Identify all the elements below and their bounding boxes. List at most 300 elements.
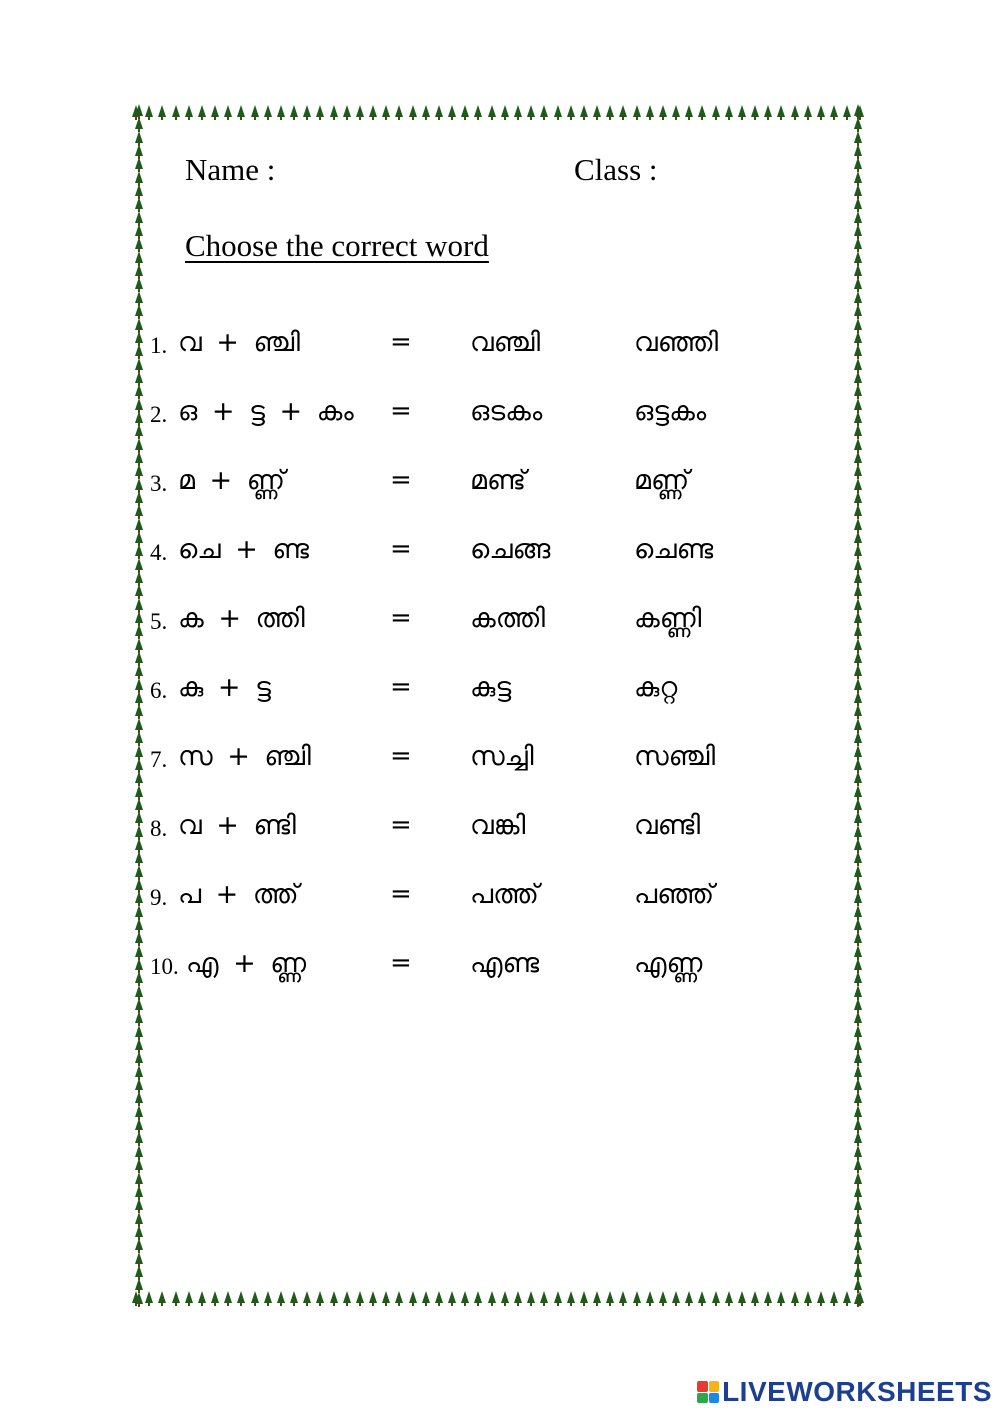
question-number: 1. [150, 333, 168, 358]
option-one[interactable]: പത്ത് [470, 879, 539, 910]
name-label: Name : [185, 152, 276, 187]
tree-icon [135, 798, 143, 810]
tree-icon [854, 664, 862, 676]
question-parts: സ + ഞ്ചി [178, 741, 311, 772]
tree-icon [854, 264, 862, 276]
option-one[interactable]: കുട്ട [470, 672, 512, 703]
option-one[interactable]: എണ്ട [470, 948, 540, 979]
tree-icon [567, 105, 575, 117]
tree-icon [854, 798, 862, 810]
tree-icon [135, 1212, 143, 1224]
tree-icon [211, 1291, 219, 1303]
tree-icon [422, 1291, 430, 1303]
tree-icon [854, 1131, 862, 1143]
tree-icon [135, 1292, 143, 1304]
tree-icon [135, 958, 143, 970]
tree-icon [382, 105, 390, 117]
option-two[interactable]: സഞ്ചി [634, 741, 716, 772]
tree-icon [854, 638, 862, 650]
tree-icon [854, 1078, 862, 1090]
question-row [150, 672, 790, 722]
question-number: 10. [150, 954, 179, 979]
tree-icon [251, 1291, 259, 1303]
tree-icon [554, 1291, 562, 1303]
tree-icon [854, 611, 862, 623]
tree-icon [135, 838, 143, 850]
tree-icon [854, 1158, 862, 1170]
tree-icon [369, 1291, 377, 1303]
tree-icon [135, 344, 143, 356]
tree-icon [145, 1291, 153, 1303]
tree-icon [854, 771, 862, 783]
tree-icon [854, 905, 862, 917]
question-parts: വ + ഞ്ചി [178, 327, 300, 358]
tree-icon [854, 878, 862, 890]
tree-icon [135, 157, 143, 169]
equals-sign: = [390, 327, 412, 357]
option-one[interactable]: വങ്കി [470, 810, 526, 841]
tree-icon [854, 931, 862, 943]
question-parts: എ + ണ്ണ [186, 948, 307, 979]
option-one[interactable]: ഒടകം [470, 396, 543, 427]
tree-icon [646, 1291, 654, 1303]
tree-icon [854, 331, 862, 343]
tree-icon [135, 1105, 143, 1117]
option-two[interactable]: മണ്ണ് [634, 465, 690, 496]
tree-icon [135, 1091, 143, 1103]
tree-icon [593, 1291, 601, 1303]
tree-icon [854, 1265, 862, 1277]
tree-icon [135, 584, 143, 596]
tree-icon [791, 105, 799, 117]
question-row [150, 879, 790, 929]
tree-icon [343, 1291, 351, 1303]
option-one[interactable]: സച്ചി [470, 741, 534, 772]
option-two[interactable]: ഒട്ടകം [634, 396, 707, 427]
border-right [851, 104, 865, 1304]
tree-icon [488, 1291, 496, 1303]
tree-icon [606, 1291, 614, 1303]
tree-icon [185, 105, 193, 117]
tree-icon [854, 197, 862, 209]
tree-icon [854, 1278, 862, 1290]
option-two[interactable]: പഞ്ഞ് [634, 879, 715, 910]
tree-icon [135, 558, 143, 570]
tree-icon [777, 1291, 785, 1303]
tree-icon [791, 1291, 799, 1303]
tree-icon [854, 1212, 862, 1224]
tree-icon [135, 1185, 143, 1197]
tree-icon [135, 304, 143, 316]
tree-icon [854, 838, 862, 850]
tree-icon [237, 105, 245, 117]
tree-icon [854, 251, 862, 263]
tree-icon [854, 1198, 862, 1210]
question-number: 8. [150, 816, 168, 841]
tree-icon [145, 105, 153, 117]
tree-icon [854, 891, 862, 903]
tree-icon [738, 1291, 746, 1303]
tree-icon [135, 171, 143, 183]
tree-icon [135, 771, 143, 783]
tree-icon [854, 1091, 862, 1103]
border-bottom [132, 1290, 865, 1304]
tree-icon [435, 1291, 443, 1303]
tree-icon [527, 105, 535, 117]
tree-icon [830, 1291, 838, 1303]
tree-icon [135, 1225, 143, 1237]
option-two[interactable]: ചെണ്ട [634, 534, 714, 565]
tree-icon [409, 105, 417, 117]
question-row [150, 534, 790, 584]
tree-icon [135, 891, 143, 903]
border-top [132, 104, 865, 118]
tree-icon [854, 745, 862, 757]
tree-icon [435, 105, 443, 117]
tree-icon [854, 144, 862, 156]
tree-icon [135, 224, 143, 236]
tree-icon [501, 105, 509, 117]
tree-icon [135, 1158, 143, 1170]
tree-icon [854, 1038, 862, 1050]
tree-icon [135, 531, 143, 543]
tree-icon [854, 1292, 862, 1304]
tree-icon [135, 438, 143, 450]
instructions-heading: Choose the correct word [185, 228, 489, 263]
tree-icon [135, 384, 143, 396]
tree-icon [854, 478, 862, 490]
tree-icon [135, 144, 143, 156]
tree-icon [316, 1291, 324, 1303]
tree-icon [135, 985, 143, 997]
tree-icon [135, 1131, 143, 1143]
tree-icon [237, 1291, 245, 1303]
tree-icon [135, 184, 143, 196]
tree-icon [135, 611, 143, 623]
option-two[interactable]: കണ്ണി [634, 603, 702, 634]
tree-icon [854, 704, 862, 716]
tree-icon [369, 105, 377, 117]
tree-icon [854, 438, 862, 450]
equals-sign: = [390, 948, 412, 978]
tree-icon [303, 105, 311, 117]
tree-icon [854, 184, 862, 196]
tree-icon [854, 851, 862, 863]
tree-icon [514, 1291, 522, 1303]
tree-icon [854, 718, 862, 730]
equals-sign: = [390, 396, 412, 426]
tree-icon [448, 1291, 456, 1303]
tree-icon [461, 1291, 469, 1303]
tree-icon [580, 1291, 588, 1303]
tree-icon [474, 105, 482, 117]
tree-icon [659, 105, 667, 117]
tree-icon [409, 1291, 417, 1303]
tree-icon [488, 105, 496, 117]
logo-text: LIVEWORKSHEETS [722, 1376, 992, 1407]
tree-icon [854, 304, 862, 316]
tree-icon [135, 331, 143, 343]
tree-icon [501, 1291, 509, 1303]
tree-icon [854, 398, 862, 410]
tree-icon [854, 1172, 862, 1184]
tree-icon [712, 1291, 720, 1303]
tree-icon [185, 1291, 193, 1303]
equals-sign: = [390, 603, 412, 633]
tree-icon [854, 558, 862, 570]
tree-icon [277, 105, 285, 117]
tree-icon [854, 731, 862, 743]
question-row [150, 810, 790, 860]
question-number: 6. [150, 678, 168, 703]
tree-icon [135, 131, 143, 143]
question-number: 9. [150, 885, 168, 910]
option-two[interactable]: വണ്ടി [634, 810, 701, 841]
tree-icon [135, 1065, 143, 1077]
tree-icon [854, 624, 862, 636]
tree-icon [593, 105, 601, 117]
tree-icon [854, 945, 862, 957]
tree-icon [817, 1291, 825, 1303]
tree-icon [172, 1291, 180, 1303]
question-row [150, 741, 790, 791]
tree-icon [854, 371, 862, 383]
tree-icon [135, 571, 143, 583]
equals-sign: = [390, 465, 412, 495]
tree-icon [135, 971, 143, 983]
tree-icon [804, 105, 812, 117]
question-row [150, 327, 790, 377]
tree-icon [135, 1038, 143, 1050]
tree-icon [514, 105, 522, 117]
tree-icon [198, 105, 206, 117]
tree-icon [854, 237, 862, 249]
tree-icon [854, 491, 862, 503]
option-one[interactable]: കത്തി [470, 603, 545, 634]
option-one[interactable]: വഞ്ചി [470, 327, 541, 358]
tree-icon [135, 1078, 143, 1090]
tree-icon [135, 197, 143, 209]
tree-icon [135, 1265, 143, 1277]
tree-icon [854, 1105, 862, 1117]
tree-icon [158, 1291, 166, 1303]
tree-icon [685, 105, 693, 117]
tree-icon [854, 424, 862, 436]
tree-icon [854, 758, 862, 770]
tree-icon [135, 664, 143, 676]
tree-icon [135, 718, 143, 730]
tree-icon [672, 105, 680, 117]
tree-icon [316, 105, 324, 117]
tree-icon [698, 1291, 706, 1303]
tree-icon [382, 1291, 390, 1303]
tree-icon [685, 1291, 693, 1303]
tree-icon [854, 358, 862, 370]
tree-icon [135, 1025, 143, 1037]
tree-icon [290, 1291, 298, 1303]
tree-icon [135, 878, 143, 890]
tree-icon [854, 1225, 862, 1237]
option-one[interactable]: ചെങ്ങ [470, 534, 551, 565]
tree-icon [135, 291, 143, 303]
tree-icon [135, 398, 143, 410]
border-left [132, 104, 146, 1304]
option-two[interactable]: കുറ്റ [634, 672, 678, 703]
tree-icon [854, 277, 862, 289]
tree-icon [854, 785, 862, 797]
tree-icon [135, 731, 143, 743]
tree-icon [580, 105, 588, 117]
tree-icon [672, 1291, 680, 1303]
tree-icon [395, 105, 403, 117]
question-number: 2. [150, 402, 168, 427]
tree-icon [135, 704, 143, 716]
option-two[interactable]: വഞ്ഞി [634, 327, 719, 358]
question-row [150, 948, 790, 998]
tree-icon [854, 651, 862, 663]
tree-icon [461, 105, 469, 117]
tree-icon [422, 105, 430, 117]
tree-icon [135, 825, 143, 837]
tree-icon [854, 678, 862, 690]
tree-icon [738, 105, 746, 117]
tree-icon [554, 105, 562, 117]
tree-icon [172, 105, 180, 117]
tree-icon [224, 1291, 232, 1303]
tree-icon [619, 105, 627, 117]
tree-icon [211, 105, 219, 117]
tree-icon [633, 1291, 641, 1303]
tree-icon [633, 105, 641, 117]
tree-icon [725, 105, 733, 117]
question-row [150, 465, 790, 515]
tree-icon [854, 384, 862, 396]
question-number: 5. [150, 609, 168, 634]
option-two[interactable]: എണ്ണ [634, 948, 703, 979]
question-row [150, 603, 790, 653]
question-parts: പ + ത്ത് [178, 879, 299, 910]
tree-icon [330, 105, 338, 117]
tree-icon [135, 691, 143, 703]
tree-icon [646, 105, 654, 117]
tree-icon [395, 1291, 403, 1303]
tree-icon [135, 318, 143, 330]
tree-icon [135, 851, 143, 863]
tree-icon [135, 237, 143, 249]
tree-icon [135, 998, 143, 1010]
tree-icon [135, 451, 143, 463]
tree-icon [135, 464, 143, 476]
tree-icon [659, 1291, 667, 1303]
tree-icon [135, 424, 143, 436]
question-number: 7. [150, 747, 168, 772]
tree-icon [135, 1011, 143, 1023]
tree-icon [854, 598, 862, 610]
tree-icon [854, 211, 862, 223]
equals-sign: = [390, 672, 412, 702]
tree-icon [854, 811, 862, 823]
tree-icon [817, 105, 825, 117]
tree-icon [135, 544, 143, 556]
tree-icon [135, 651, 143, 663]
tree-icon [135, 504, 143, 516]
tree-icon [277, 1291, 285, 1303]
tree-icon [854, 504, 862, 516]
tree-icon [854, 451, 862, 463]
tree-icon [854, 584, 862, 596]
equals-sign: = [390, 879, 412, 909]
tree-icon [290, 105, 298, 117]
tree-icon [264, 1291, 272, 1303]
tree-icon [606, 105, 614, 117]
tree-icon [854, 1011, 862, 1023]
question-row [150, 396, 790, 446]
tree-icon [698, 105, 706, 117]
tree-icon [854, 825, 862, 837]
tree-icon [854, 171, 862, 183]
tree-icon [854, 291, 862, 303]
tree-icon [135, 104, 143, 116]
tree-icon [303, 1291, 311, 1303]
tree-icon [135, 211, 143, 223]
tree-icon [135, 931, 143, 943]
tree-icon [854, 157, 862, 169]
question-number: 4. [150, 540, 168, 565]
tree-icon [854, 1185, 862, 1197]
tree-icon [135, 638, 143, 650]
equals-sign: = [390, 741, 412, 771]
question-parts: ചെ + ണ്ട [178, 534, 309, 565]
tree-icon [264, 105, 272, 117]
tree-icon [854, 918, 862, 930]
tree-icon [135, 678, 143, 690]
tree-icon [135, 358, 143, 370]
tree-icon [619, 1291, 627, 1303]
tree-icon [135, 811, 143, 823]
tree-icon [751, 105, 759, 117]
tree-icon [135, 598, 143, 610]
tree-icon [854, 411, 862, 423]
tree-icon [135, 1118, 143, 1130]
tree-icon [356, 1291, 364, 1303]
tree-icon [135, 745, 143, 757]
question-parts: കു + ട്ട [178, 672, 271, 703]
tree-icon [527, 1291, 535, 1303]
tree-icon [135, 277, 143, 289]
tree-icon [135, 1145, 143, 1157]
option-one[interactable]: മണ്ട് [470, 465, 526, 496]
tree-icon [135, 1051, 143, 1063]
tree-icon [135, 918, 143, 930]
tree-icon [135, 478, 143, 490]
tree-icon [135, 117, 143, 129]
tree-icon [330, 1291, 338, 1303]
tree-icon [854, 1145, 862, 1157]
tree-icon [751, 1291, 759, 1303]
tree-icon [135, 1172, 143, 1184]
tree-icon [448, 105, 456, 117]
tree-icon [854, 998, 862, 1010]
tree-icon [135, 264, 143, 276]
tree-icon [135, 1238, 143, 1250]
tree-icon [135, 905, 143, 917]
tree-icon [830, 105, 838, 117]
tree-icon [343, 105, 351, 117]
question-number: 3. [150, 471, 168, 496]
tree-icon [135, 1278, 143, 1290]
tree-icon [854, 318, 862, 330]
tree-icon [854, 1025, 862, 1037]
